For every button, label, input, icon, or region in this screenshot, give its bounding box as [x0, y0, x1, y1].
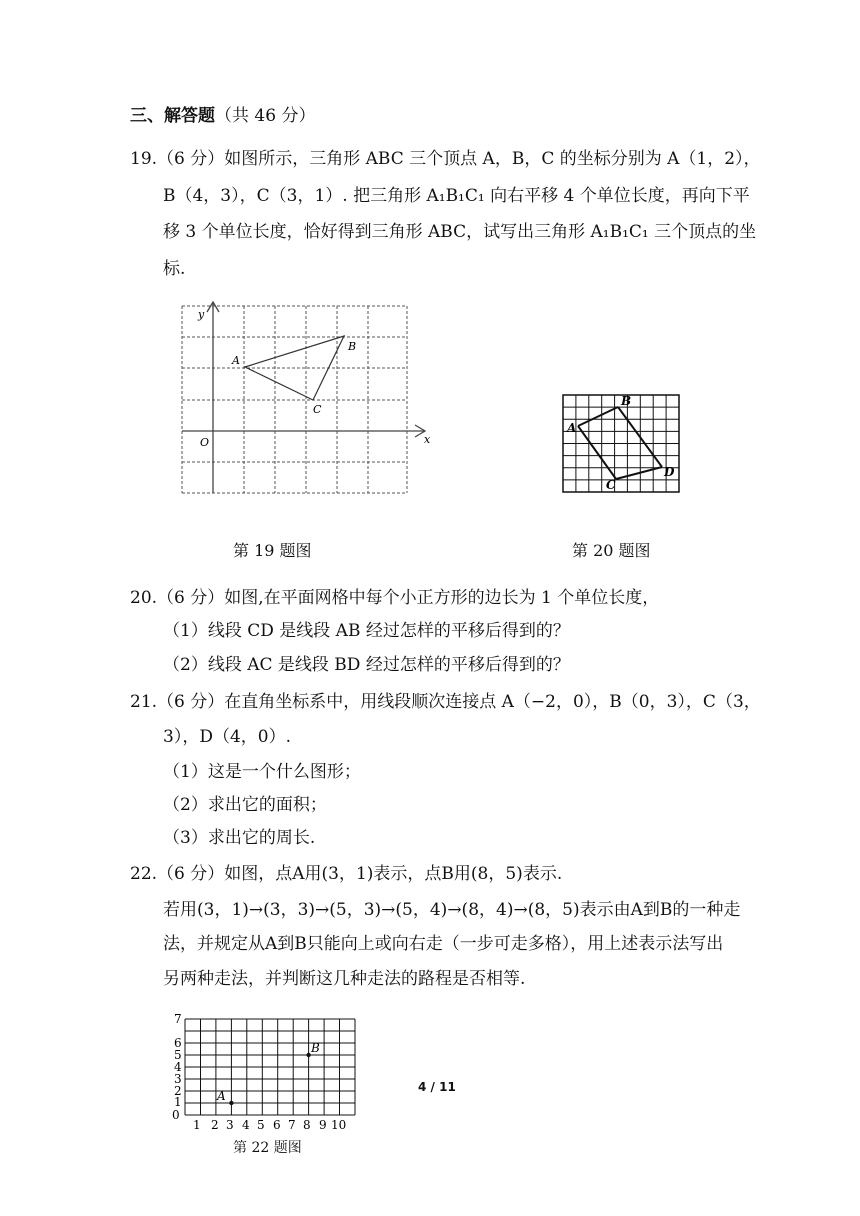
- fig22-y-tick-7: 7: [174, 1012, 182, 1026]
- fig22-x-tick-4: 4: [242, 1118, 250, 1132]
- figure-20-caption: 第 20 题图: [572, 541, 651, 560]
- fig22-y-tick-1: 1: [174, 1095, 182, 1109]
- fig22-x-tick-9: 9: [319, 1118, 327, 1132]
- fig22-y-tick-5: 5: [174, 1048, 182, 1062]
- fig22-point-b: B: [311, 1041, 320, 1055]
- fig22-x-tick-7: 7: [288, 1118, 296, 1132]
- q22-line-3: 法，并规定从A到B只能向上或向右走（一步可走多格），用上述表示法写出: [163, 934, 724, 954]
- fig19-origin-label: O: [200, 436, 210, 449]
- q21-line-4: （2）求出它的面积；: [163, 795, 327, 815]
- fig22-y-tick-2: 2: [174, 1084, 182, 1098]
- fig22-x-tick-1: 1: [193, 1118, 201, 1132]
- q21-line-5: （3）求出它的周长.: [163, 828, 316, 848]
- fig22-point-a: A: [217, 1089, 226, 1103]
- fig20-point-d: D: [664, 465, 675, 479]
- q19-line-2: B（4，3），C（3，1）. 把三角形 A₁B₁C₁ 向右平移 4 个单位长度，再向下平: [163, 186, 750, 206]
- section-score: （共 46 分）: [215, 106, 316, 126]
- fig22-y-tick-6: 6: [174, 1036, 182, 1050]
- figure-22-caption: 第 22 题图: [233, 1140, 302, 1156]
- fig22-x-tick-10: 10: [331, 1118, 347, 1132]
- q20-line-1: 20.（6 分）如图,在平面网格中每个小正方形的边长为 1 个单位长度，: [130, 588, 660, 608]
- fig22-x-tick-3: 3: [226, 1118, 234, 1132]
- q22-line-4: 另两种走法，并判断这几种走法的路程是否相等.: [163, 969, 526, 989]
- section-heading: [130, 105, 315, 127]
- fig22-x-tick-2: 2: [211, 1118, 219, 1132]
- q19-line-1: 19.（6 分）如图所示，三角形 ABC 三个顶点 A，B，C 的坐标分别为 A（1，2），: [130, 149, 761, 169]
- q19-line-4: 标.: [163, 259, 186, 279]
- figure-19-caption: 第 19 题图: [233, 541, 312, 560]
- figure-20: [558, 390, 688, 498]
- fig22-y-tick-4: 4: [174, 1060, 182, 1074]
- fig19-point-c: C: [313, 403, 322, 416]
- q20-line-2: （1）线段 CD 是线段 AB 经过怎样的平移后得到的？: [163, 621, 570, 641]
- figure-19: [170, 298, 440, 503]
- fig22-y-tick-0: 0: [172, 1108, 180, 1122]
- section-title: 三、解答题: [130, 106, 215, 126]
- fig22-point-a-dot: [229, 1101, 233, 1105]
- fig22-x-tick-6: 6: [273, 1118, 281, 1132]
- fig22-y-tick-3: 3: [174, 1072, 182, 1086]
- fig20-point-c: C: [606, 478, 616, 492]
- q21-line-1: 21.（6 分）在直角坐标系中，用线段顺次连接点 A（−2，0），B（0，3），C（3，: [130, 692, 761, 712]
- fig19-x-label: x: [424, 433, 431, 446]
- fig19-point-b: B: [348, 340, 357, 353]
- q21-line-3: （1）这是一个什么图形；: [163, 762, 361, 782]
- fig22-x-tick-5: 5: [257, 1118, 265, 1132]
- fig20-point-b: B: [621, 394, 632, 408]
- page-number: 4 / 11: [418, 1080, 456, 1094]
- q20-line-3: （2）线段 AC 是线段 BD 经过怎样的平移后得到的？: [163, 655, 570, 675]
- q22-line-2: 若用(3，1)→(3，3)→(5，3)→(5，4)→(8，4)→(8，5)表示由A到B的一种走: [163, 900, 741, 920]
- fig19-y-label: y: [198, 308, 205, 321]
- figure-22: [165, 1005, 365, 1133]
- q22-line-1: 22.（6 分）如图，点A用(3，1)表示，点B用(8，5)表示.: [130, 864, 563, 884]
- fig19-point-a: A: [232, 354, 240, 367]
- q21-line-2: 3），D（4，0）.: [163, 727, 291, 747]
- fig22-x-tick-8: 8: [303, 1118, 311, 1132]
- q19-line-3: 移 3 个单位长度，恰好得到三角形 ABC，试写出三角形 A₁B₁C₁ 三个顶点的坐: [163, 222, 757, 242]
- fig20-point-a: A: [567, 421, 577, 435]
